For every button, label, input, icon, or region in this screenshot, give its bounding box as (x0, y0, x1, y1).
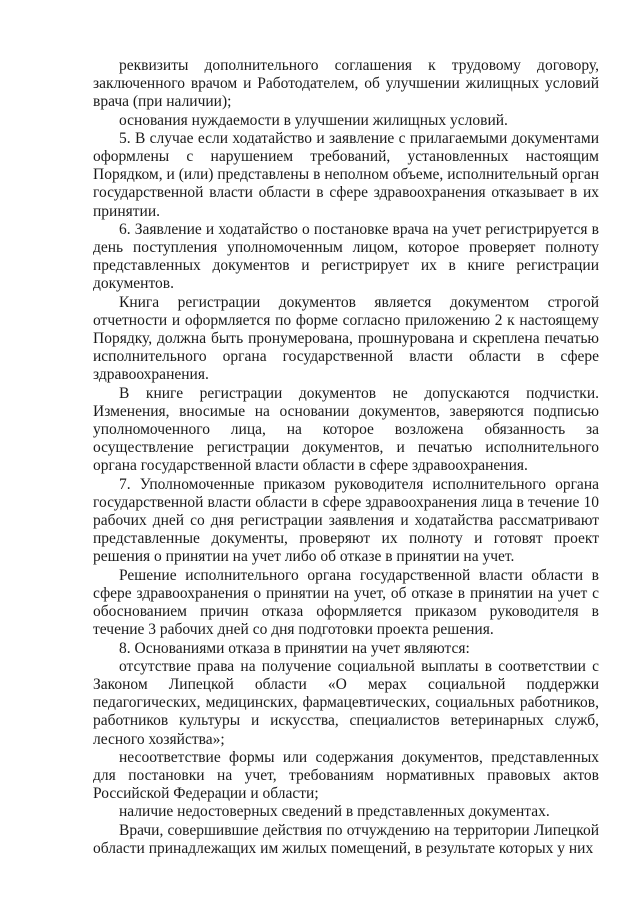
document-page (93, 57, 599, 887)
paragraph-clause-5: 5. В случае если ходатайство и заявление с прилагаемыми документами оформлены с нарушением требований, установленных настоящим Порядком, и (или) представлены в неполном объеме, исполнительный орган государственной власти области в сфере здравоохранения отказывает в их принятии. (93, 129, 599, 220)
paragraph-registration-book: Книга регистрации документов является документом строгой отчетности и оформляется по форме согласно приложению 2 к настоящему Порядку, должна быть пронумерована, прошнурована и скреплена печатью исполнительного органа государственной власти области в сфере здравоохранения. (93, 293, 599, 384)
paragraph-book-corrections: В книге регистрации документов не допускаются подчистки. Изменения, вносимые на основании документов, заверяются подписью уполномоченного лица, на которое возложена обязанность за осуществление регистрации документов, и печатью исполнительного органа государственной власти области в сфере здравоохранения. (93, 384, 599, 475)
paragraph-clause-6: 6. Заявление и ходатайство о постановке врача на учет регистрируется в день поступления уполномоченным лицом, которое проверяет полноту представленных документов и регистрирует их в книге регистрации документов. (93, 220, 599, 293)
paragraph-housing-grounds: основания нуждаемости в улучшении жилищных условий. (119, 111, 508, 129)
paragraph-clause-8: 8. Основаниями отказа в принятии на учет являются: (119, 639, 470, 657)
paragraph-clause-7: 7. Уполномоченные приказом руководителя исполнительного органа государственной власти области в сфере здравоохранения лица в течение 10 рабочих дней со дня регистрации заявления и ходатайства рассматривают представленные документы, проверяют их полноту и готовят проект решения о принятии на учет либо об отказе в принятии на учет. (93, 475, 599, 566)
paragraph-refusal-reason-3: наличие недостоверных сведений в представленных документах. (119, 803, 550, 821)
paragraph-doctors-alienation: Врачи, совершившие действия по отчуждению на территории Липецкой области принадлежащих им жилых помещений, в результате которых у них (93, 821, 599, 857)
paragraph-refusal-reason-1: отсутствие права на получение социальной выплаты в соответствии с Законом Липецкой области «О мерах социальной поддержки педагогических, медицинских, фармацевтических, социальных работников, работников культуры и искусства, специалистов ветеринарных служб, лесного хозяйства»; (93, 657, 599, 748)
paragraph-refusal-reason-2: несоответствие формы или содержания документов, представленных для постановки на учет, требованиям нормативных правовых актов Российской Федерации и области; (93, 748, 599, 803)
paragraph-requisites-continuation: реквизиты дополнительного соглашения к трудовому договору, заключенного врачом и Работодателем, об улучшении жилищных условий врача (при наличии); (93, 57, 599, 111)
paragraph-decision: Решение исполнительного органа государственной власти области в сфере здравоохранения о принятии на учет, об отказе в принятии на учет с обоснованием причин отказа оформляется приказом руководителя в течение 3 рабочих дней со дня подготовки проекта решения. (93, 566, 599, 639)
